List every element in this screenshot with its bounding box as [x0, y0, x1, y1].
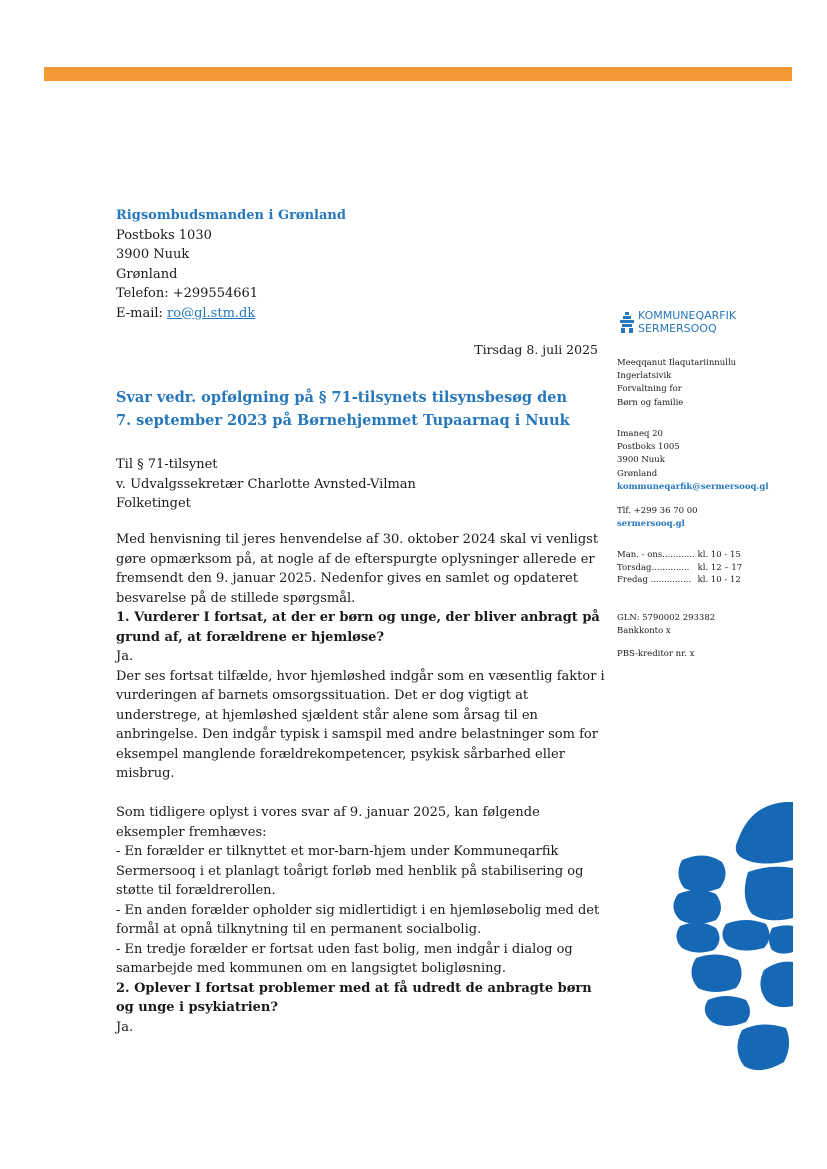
sidebar-line: Børn og familie	[617, 397, 684, 408]
recipient-org: Rigsombudsmanden i Grønland	[116, 208, 346, 223]
addressee-line: Til § 71-tilsynet	[116, 457, 218, 472]
hours-row	[617, 549, 742, 562]
sidebar-line: Postboks 1005	[617, 442, 680, 453]
bullet-item: - En anden forælder opholder sig midlertidigt i en hjemløsebolig med det formål at opnå tilknytning til en permanent socialbolig.	[116, 902, 600, 937]
sidebar-line: Ingerlatsivik	[617, 371, 672, 382]
hours-row	[617, 562, 742, 575]
hours-time: kl. 10 - 12	[697, 575, 741, 585]
recipient-line: Grønland	[116, 266, 178, 282]
sidebar-email-link[interactable]: kommuneqarfik@sermersooq.gl	[617, 481, 769, 492]
opening-hours	[617, 549, 742, 587]
hours-day: Torsdag..............	[617, 562, 690, 573]
answer: Ja.	[116, 1019, 134, 1035]
addressee-line: v. Udvalgssekretær Charlotte Avnsted-Vilman	[116, 476, 416, 492]
body-paragraph: Som tidligere oplyst i vores svar af 9. januar 2025, kan følgende eksempler fremhæves:	[116, 805, 540, 840]
sidebar-phone: Tlf. +299 36 70 00	[617, 506, 698, 516]
addressee-block	[116, 455, 416, 514]
recipient-line: 3900 Nuuk	[116, 247, 190, 262]
inukshuk-icon	[620, 312, 634, 334]
sidebar-gln: GLN: 5790002 293382	[617, 613, 716, 623]
sidebar-web-link[interactable]: sermersooq.gl	[617, 519, 685, 530]
sidebar-line: Meeqqanut Ilaqutariinnullu	[617, 358, 737, 368]
body-paragraph: Med henvisning til jeres henvendelse af 30. oktober 2024 skal vi venligst gøre opmærksom på, at nogle af de efterspurgte oplysninger allerede er fremsendt den 9. januar 2025. Nedenfor gives en samlet og opdateret besvarelse på de stillede spørgsmål.	[116, 532, 599, 606]
bullet-item: - En tredje forælder er fortsat uden fast bolig, men indgår i dialog og samarbejde med kommunen om en langsigtet boligløsning.	[116, 941, 573, 976]
hours-row	[617, 574, 742, 587]
sidebar-line: 3900 Nuuk	[617, 455, 665, 466]
sidebar-line: Imaneq 20	[617, 429, 663, 439]
recipient-line: Postboks 1030	[116, 227, 212, 243]
letter-date: Tirsdag 8. juli 2025	[474, 342, 598, 357]
letter-body	[116, 530, 606, 1037]
decorative-stones-graphic	[660, 800, 793, 1080]
sidebar-banking	[617, 612, 715, 662]
sidebar-bank: Bankkonto x	[617, 626, 671, 637]
hours-day: Man. - ons............	[617, 550, 695, 560]
logo-line: SERMERSOOQ	[638, 321, 717, 335]
addressee-line: Folketinget	[116, 496, 191, 511]
sidebar-line: Grønland	[617, 468, 658, 479]
sidebar-address	[617, 428, 769, 494]
hours-day: Fredag ...............	[617, 575, 692, 585]
header-accent-bar	[44, 67, 792, 81]
recipient-email-label: E-mail:	[116, 305, 168, 321]
recipient-email-row	[116, 304, 346, 324]
answer: Ja.	[116, 649, 134, 664]
recipient-phone: Telefon: +299554661	[116, 286, 259, 301]
sidebar-line: Forvaltning for	[617, 384, 682, 395]
paragraph-spacer	[116, 784, 606, 804]
opening-hours-table	[617, 549, 742, 587]
hours-time: kl. 10 - 15	[697, 550, 741, 560]
recipient-email-link[interactable]: ro@gl.stm.dk	[167, 305, 256, 321]
bullet-item: - En forælder er tilknyttet et mor-barn-hjem under Kommuneqarfik Sermersooq i et planlagt toårigt forløb med henblik på stabilisering og støtte til forældrerollen.	[116, 844, 584, 898]
hours-time: kl. 12 – 17	[697, 562, 743, 573]
question-heading: 1. Vurderer I fortsat, at der er børn og unge, der bliver anbragt på grund af, at forældrene er hjemløse?	[116, 610, 600, 645]
body-paragraph: Der ses fortsat tilfælde, hvor hjemløshed indgår som en væsentlig faktor i vurderingen af barnets omsorgssituation. Det er dog vigtigt at understrege, at hjemløshed sjældent står alene som årsag til en anbringelse. Den indgår typisk i samspil med andre belastninger som for eksempel manglende forældrekompetencer, psykisk sårbarhed eller misbrug.	[116, 668, 605, 781]
logo-line: KOMMUNEQARFIK	[638, 309, 737, 322]
sidebar-pbs: PBS-kreditor nr. x	[617, 649, 695, 660]
sidebar-contact	[617, 505, 698, 531]
letter-subject: Svar vedr. opfølgning på § 71-tilsynets tilsynsbesøg den 7. september 2023 på Børnehjemmet Tupaarnaq i Nuuk	[116, 389, 570, 429]
question-heading: 2. Oplever I fortsat problemer med at få udredt de anbragte børn og unge i psykiatrien?	[116, 980, 592, 1015]
sidebar-department	[617, 357, 736, 410]
recipient-address	[116, 206, 346, 323]
